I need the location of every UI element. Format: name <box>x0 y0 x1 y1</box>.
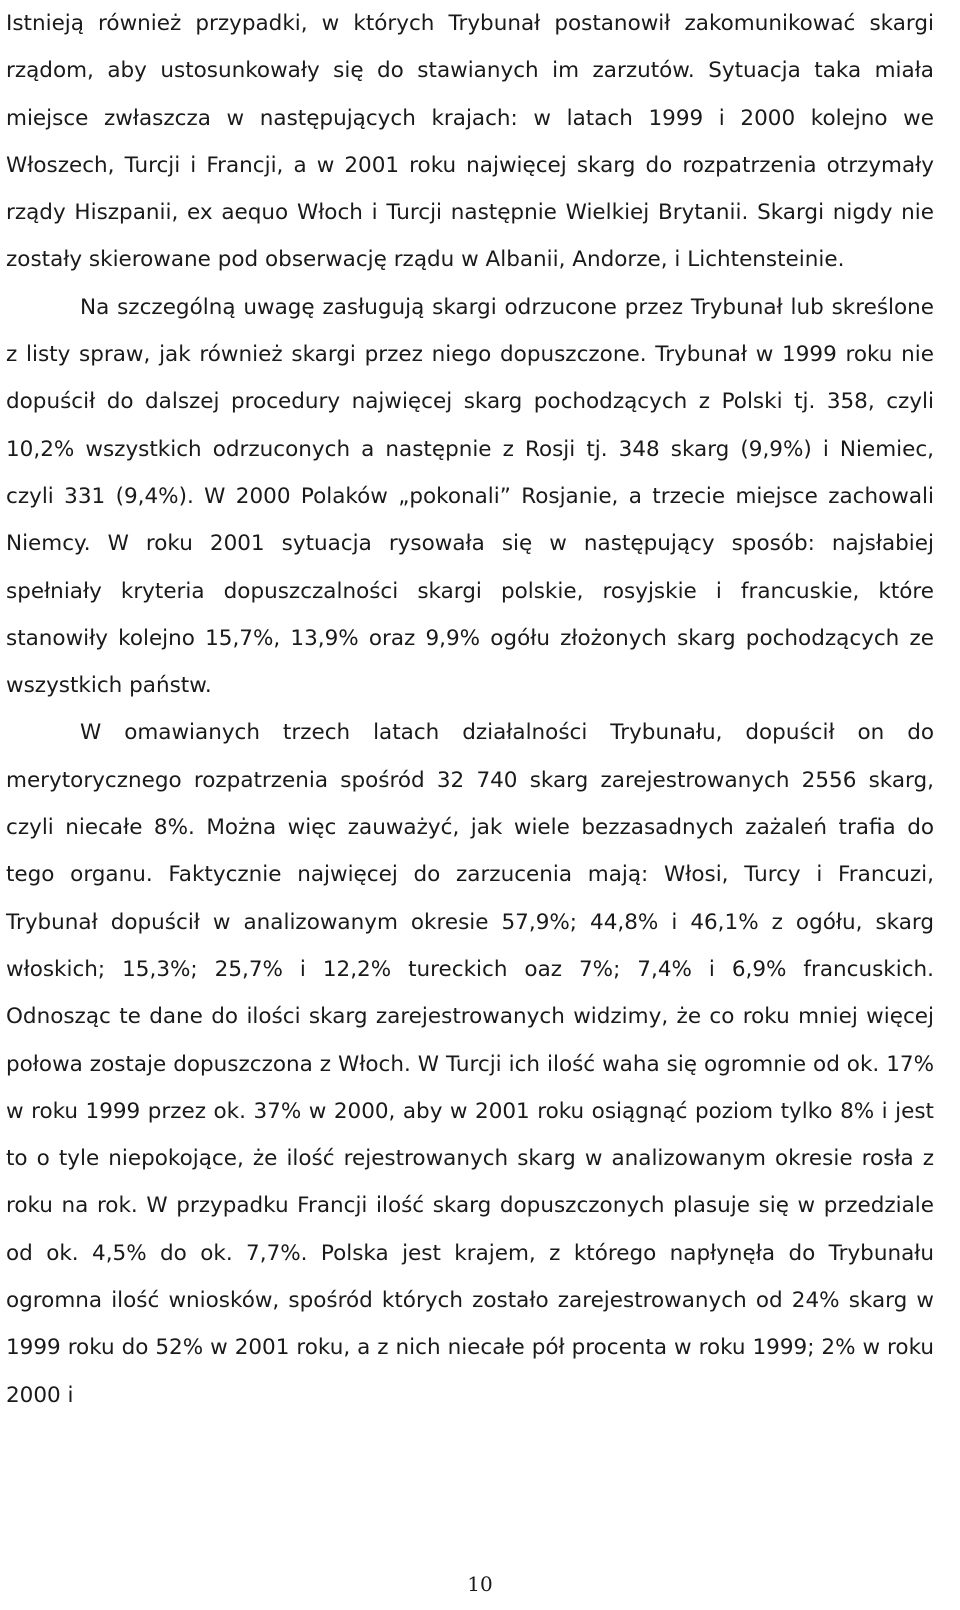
paragraph-2: Na szczególną uwagę zasługują skargi odrzucone przez Trybunał lub skreślone z listy spraw, jak również skargi przez niego dopuszczone. Trybunał w 1999 roku nie dopuścił do dalszej procedury najwięcej skarg pochodzących z Polski tj. 358, czyli 10,2% wszystkich odrzuconych a następnie z Rosji tj. 348 skarg (9,9%) i Niemiec, czyli 331 (9,4%). W 2000 Polaków „pokonali” Rosjanie, a trzecie miejsce zachowali Niemcy. W roku 2001 sytuacja rysowała się w następujący sposób: najsłabiej spełniały kryteria dopuszczalności skargi polskie, rosyjskie i francuskie, które stanowiły kolejno 15,7%, 13,9% oraz 9,9% ogółu złożonych skarg pochodzących ze wszystkich państw. <box>6 294 934 699</box>
page-number: 10 <box>467 1572 493 1596</box>
body-text <box>6 0 934 1419</box>
paragraph-1: Istnieją również przypadki, w których Trybunał postanowił zakomunikować skargi rządom, aby ustosunkowały się do stawianych im zarzutów. Sytuacja taka miała miejsce zwłaszcza w następujących krajach: w latach 1999 i 2000 kolejno we Włoszech, Turcji i Francji, a w 2001 roku najwięcej skarg do rozpatrzenia otrzymały rządy Hiszpanii, ex aequo Włoch i Turcji następnie Wielkiej Brytanii. Skargi nigdy nie zostały skierowane pod obserwację rządu w Albanii, Andorze, i Lichtensteinie. <box>6 11 934 273</box>
paragraph-3: W omawianych trzech latach działalności Trybunału, dopuścił on do merytorycznego rozpatrzenia spośród 32 740 skarg zarejestrowanych 2556 skarg, czyli niecałe 8%. Można więc zauważyć, jak wiele bezzasadnych zażaleń trafia do tego organu. Faktycznie najwięcej do zarzucenia mają: Włosi, Turcy i Francuzi, Trybunał dopuścił w analizowanym okresie 57,9%; 44,8% i 46,1% z ogółu, skarg włoskich; 15,3%; 25,7% i 12,2% tureckich oaz 7%; 7,4% i 6,9% francuskich. Odnosząc te dane do ilości skarg zarejestrowanych widzimy, że co roku mniej więcej połowa zostaje dopuszczona z Włoch. W Turcji ich ilość waha się ogromnie od ok. 17% w roku 1999 przez ok. 37% w 2000, aby w 2001 roku osiągnąć poziom tylko 8% i jest to o tyle niepokojące, że ilość rejestrowanych skarg w analizowanym okresie rosła z roku na rok. W przypadku Francji ilość skarg dopuszczonych plasuje się w przedziale od ok. 4,5% do ok. 7,7%. Polska jest krajem, z którego napłynęła do Trybunału ogromna ilość wniosków, spośród których zostało zarejestrowanych od 24% skarg w 1999 roku do 52% w 2001 roku, a z nich niecałe pół procenta w roku 1999; 2% w roku 2000 i <box>6 720 934 1408</box>
